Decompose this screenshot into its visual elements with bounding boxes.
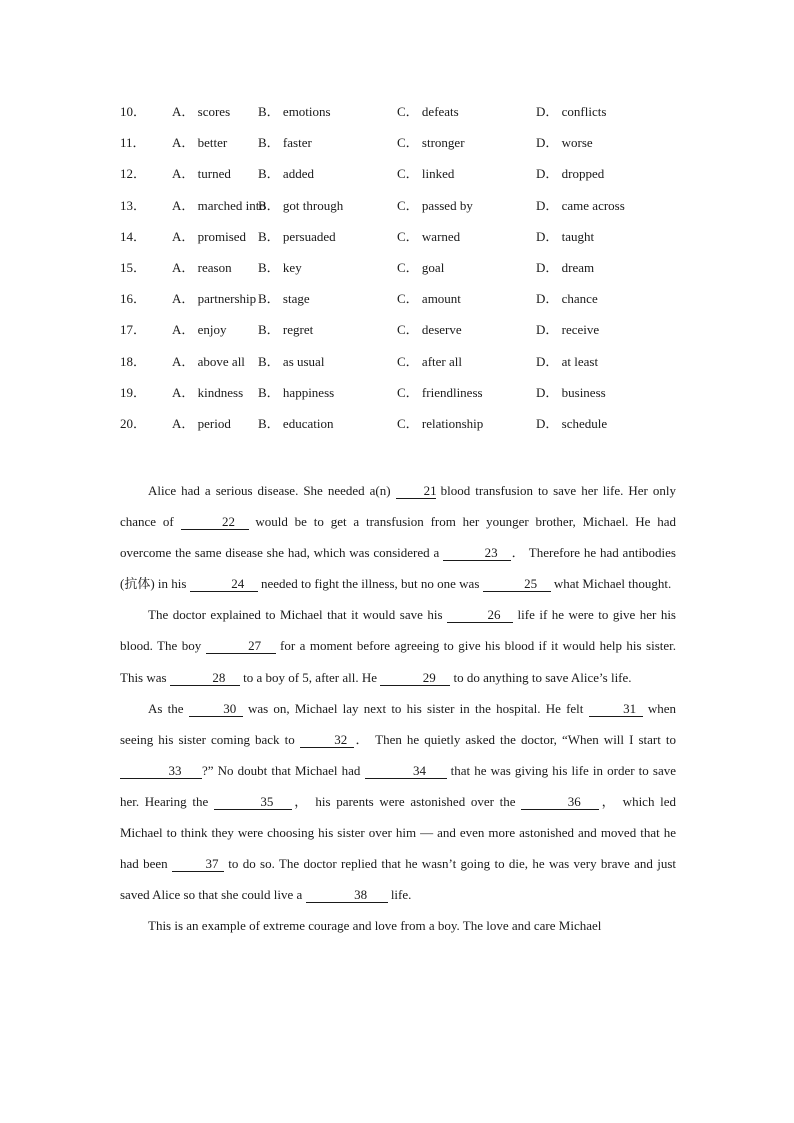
answer-blank-25[interactable]: 25 bbox=[483, 576, 551, 592]
option-row-20 bbox=[120, 413, 680, 444]
option-a: A． better bbox=[172, 135, 228, 151]
option-row-12 bbox=[120, 163, 680, 194]
passage-text: As the bbox=[148, 700, 189, 716]
option-a: A． turned bbox=[172, 166, 231, 182]
option-c: C． stronger bbox=[397, 135, 465, 151]
answer-blank-31[interactable]: 31 bbox=[589, 701, 643, 717]
option-d: D． receive bbox=[536, 322, 600, 338]
option-row-16 bbox=[120, 288, 680, 319]
answer-blank-33[interactable]: 33 bbox=[120, 763, 202, 779]
option-row-11 bbox=[120, 132, 680, 163]
passage-text: to do so. The doctor replied that he wasn’t going to die, he was very brave and just saved Alice so that she could live a bbox=[120, 856, 676, 903]
option-b: B． faster bbox=[258, 135, 312, 151]
option-a: A． scores bbox=[172, 104, 231, 119]
option-a: A． enjoy bbox=[172, 322, 227, 338]
option-b: B． stage bbox=[258, 291, 310, 307]
question-number: 18． bbox=[120, 353, 147, 369]
option-row-15 bbox=[120, 257, 680, 288]
option-row-19 bbox=[120, 382, 680, 413]
passage-text: ， which led Michael to think they were choosing his sister over him — and even more astonished and moved that he had been bbox=[120, 793, 676, 872]
option-row-14 bbox=[120, 226, 680, 257]
option-c: C． after all bbox=[397, 353, 462, 369]
question-number: 16． bbox=[120, 291, 147, 307]
passage-text: This is an example of extreme courage and love from a boy. The love and care Michael bbox=[148, 918, 602, 934]
answer-blank-23[interactable]: 23 bbox=[443, 545, 511, 561]
question-number: 12． bbox=[120, 166, 147, 182]
option-b: B． happiness bbox=[258, 384, 335, 400]
passage-text: ． Therefore he had antibodies (抗体) in his bbox=[120, 545, 676, 592]
passage-text: life if he were to give her his blood. The boy bbox=[120, 607, 676, 654]
passage-text: needed to fight the illness, but no one was bbox=[257, 576, 483, 592]
option-b: B． as usual bbox=[258, 353, 325, 369]
option-d: D． conflicts bbox=[536, 104, 607, 119]
option-row-10 bbox=[120, 101, 680, 132]
passage-text: Alice had a serious disease. She needed a(n) bbox=[148, 483, 396, 498]
option-b: B． regret bbox=[258, 322, 314, 338]
option-row-13 bbox=[120, 195, 680, 226]
answer-blank-26[interactable]: 26 bbox=[447, 607, 513, 623]
question-number: 13． bbox=[120, 197, 147, 213]
answer-blank-29[interactable]: 29 bbox=[380, 670, 450, 686]
passage-paragraph bbox=[120, 475, 676, 599]
answer-blank-38[interactable]: 38 bbox=[306, 887, 388, 903]
passage-text: what Michael thought. bbox=[550, 576, 672, 592]
answer-blank-28[interactable]: 28 bbox=[170, 670, 240, 686]
option-b: B． persuaded bbox=[258, 228, 336, 244]
option-a: A． above all bbox=[172, 353, 245, 369]
passage-text: ， his parents were astonished over the bbox=[291, 793, 522, 809]
option-row-17 bbox=[120, 319, 680, 350]
option-d: D． schedule bbox=[536, 415, 608, 431]
passage-text: ． Then he quietly asked the doctor, “When will I start to bbox=[353, 731, 676, 747]
option-a: A． kindness bbox=[172, 384, 244, 400]
option-c: C． relationship bbox=[397, 415, 484, 431]
answer-blank-24[interactable]: 24 bbox=[190, 576, 258, 592]
option-d: D． dropped bbox=[536, 166, 605, 182]
option-d: D． taught bbox=[536, 228, 595, 244]
option-d: D． business bbox=[536, 384, 606, 400]
option-row-18 bbox=[120, 351, 680, 382]
option-c: C． linked bbox=[397, 166, 455, 182]
question-number: 17． bbox=[120, 322, 147, 338]
option-b: B． key bbox=[258, 259, 302, 275]
answer-blank-22[interactable]: 22 bbox=[181, 514, 249, 530]
option-d: D． worse bbox=[536, 135, 593, 151]
passage-paragraph bbox=[120, 910, 676, 941]
option-b: B． education bbox=[258, 415, 334, 431]
passage-text: blood transfusion to save her life. Her only chance of bbox=[120, 483, 676, 530]
question-number: 10． bbox=[120, 104, 147, 119]
passage-text: when seeing his sister coming back to bbox=[120, 700, 676, 747]
question-number: 11． bbox=[120, 135, 146, 151]
passage-text: to do anything to save Alice’s life. bbox=[450, 669, 632, 685]
option-a: A． marched into bbox=[172, 197, 266, 213]
answer-blank-27[interactable]: 27 bbox=[206, 638, 276, 654]
answer-blank-32[interactable]: 32 bbox=[300, 732, 354, 748]
passage-paragraph bbox=[120, 599, 676, 692]
answer-blank-37[interactable]: 37 bbox=[172, 856, 224, 872]
question-number: 19． bbox=[120, 384, 147, 400]
options-table bbox=[120, 101, 680, 444]
option-d: D． came across bbox=[536, 197, 625, 213]
passage-text: The doctor explained to Michael that it would save his bbox=[148, 607, 448, 623]
answer-blank-30[interactable]: 30 bbox=[189, 701, 243, 717]
option-c: C． goal bbox=[397, 259, 445, 275]
passage-text: life. bbox=[387, 887, 412, 903]
option-d: D． at least bbox=[536, 353, 599, 369]
passage-text: that he was giving his life in order to save her. Hearing the bbox=[120, 762, 676, 809]
option-c: C． amount bbox=[397, 291, 461, 307]
option-b: B． got through bbox=[258, 197, 344, 213]
answer-blank-35[interactable]: 35 bbox=[214, 794, 292, 810]
question-number: 20． bbox=[120, 415, 147, 431]
passage-text: for a moment before agreeing to give his blood if it would help his sister. This was bbox=[120, 638, 676, 685]
answer-blank-21[interactable]: 21 bbox=[396, 483, 436, 499]
option-a: A． reason bbox=[172, 259, 232, 275]
passage-text: to a boy of 5, after all. He bbox=[239, 669, 381, 685]
option-a: A． period bbox=[172, 415, 231, 431]
option-d: D． chance bbox=[536, 291, 598, 307]
question-number: 14． bbox=[120, 228, 147, 244]
option-c: C． warned bbox=[397, 228, 461, 244]
answer-blank-36[interactable]: 36 bbox=[521, 794, 599, 810]
option-c: C． friendliness bbox=[397, 384, 483, 400]
option-c: C． defeats bbox=[397, 104, 459, 119]
question-number: 15． bbox=[120, 259, 147, 275]
option-c: C． deserve bbox=[397, 322, 462, 338]
passage-paragraph bbox=[120, 693, 676, 911]
passage-text: was on, Michael lay next to his sister in the hospital. He felt bbox=[242, 700, 589, 716]
option-c: C． passed by bbox=[397, 197, 473, 213]
passage-text: would be to get a transfusion from her younger brother, Michael. He had overcome the same disease she had, which was considered a bbox=[120, 514, 676, 561]
answer-blank-34[interactable]: 34 bbox=[365, 763, 447, 779]
option-d: D． dream bbox=[536, 259, 595, 275]
option-a: A． partnership bbox=[172, 291, 257, 307]
passage-text: ?” No doubt that Michael had bbox=[202, 762, 365, 778]
option-b: B． added bbox=[258, 166, 314, 182]
option-b: B． emotions bbox=[258, 104, 331, 119]
option-a: A． promised bbox=[172, 228, 247, 244]
cloze-passage bbox=[120, 475, 676, 941]
